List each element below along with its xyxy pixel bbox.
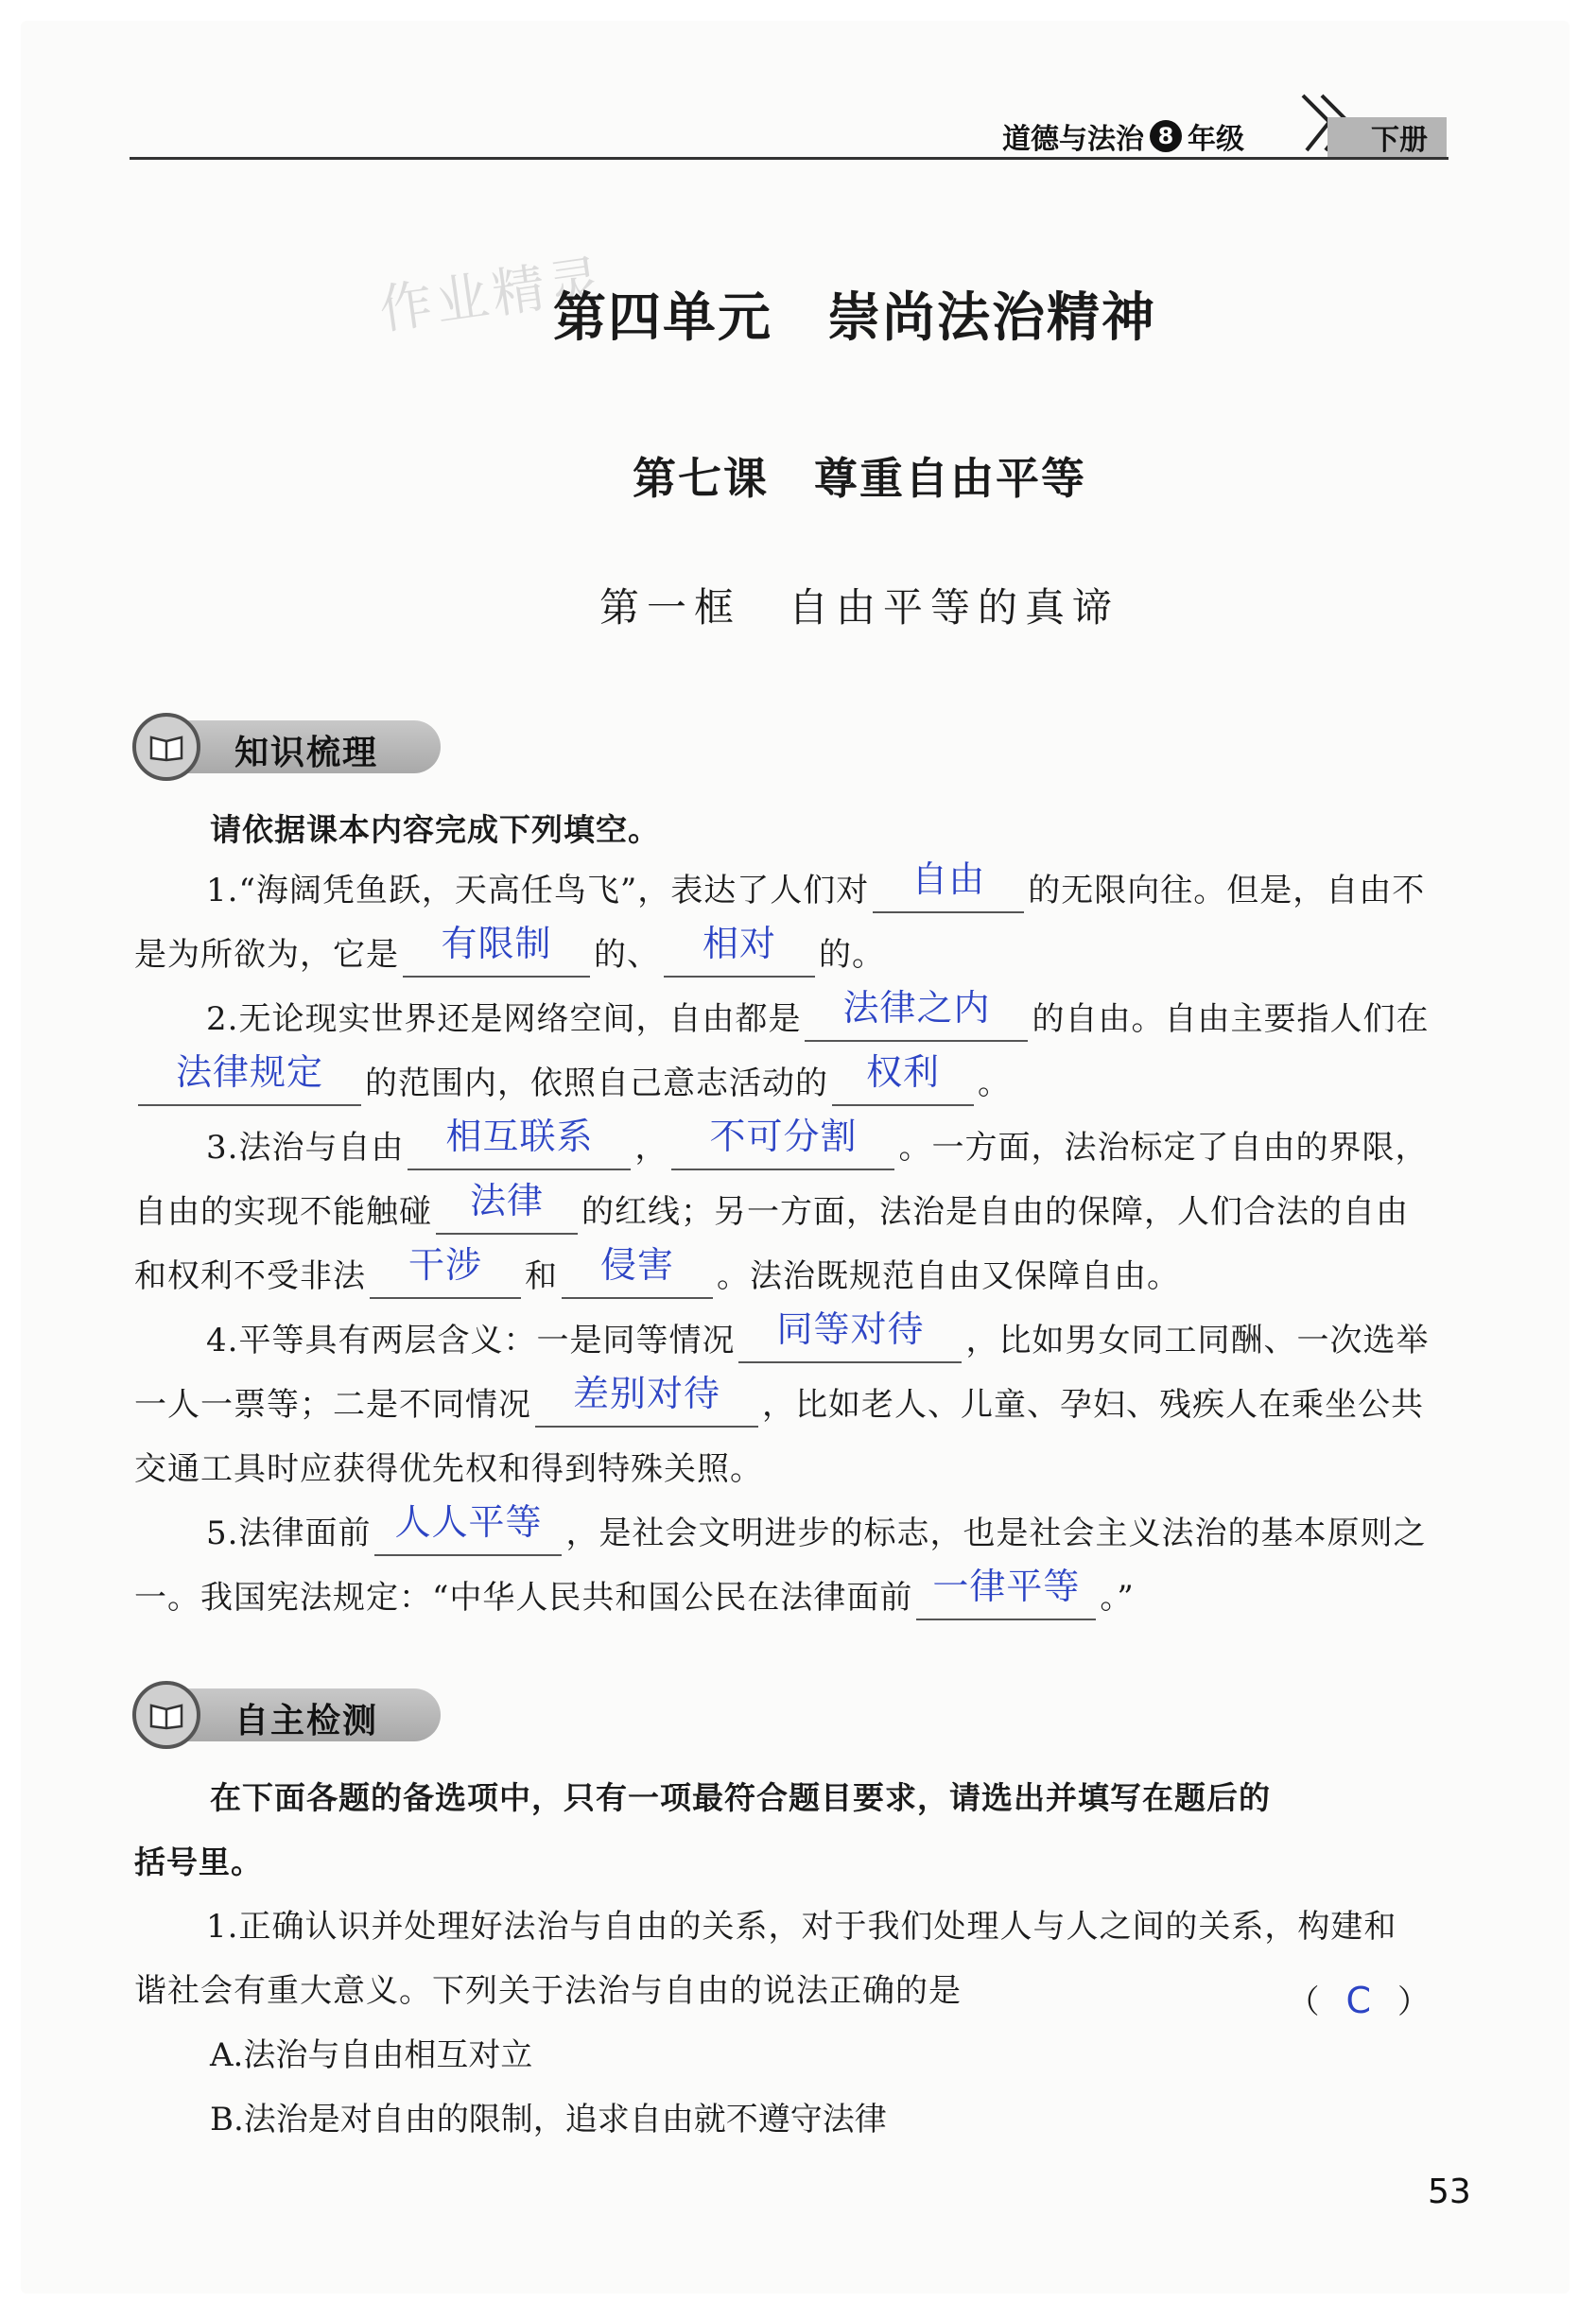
mcq-option-b: B.法治是对自由的限制，追求自由就不遵守法律 — [210, 2101, 887, 2138]
handwritten-answer: 权利 — [865, 1051, 940, 1093]
handwritten-answer: 侵害 — [599, 1244, 674, 1286]
handwritten-answer: 干涉 — [408, 1244, 482, 1286]
book-icon — [132, 713, 200, 781]
section-badge-knowledge — [132, 713, 441, 781]
mcq-answer-bracket: （ C ） — [1287, 1980, 1430, 2021]
fill-question-3: 3.法治与自由 相互联系 ， 不可分割 。一方面，法治标定了自由的界限，自由的实现不能触碰 法律 的红线；另一方面，法治是自由的保障，人们合法的自由和权利不受非法 干涉 和 侵害 。法治既规范自由又保障自由。 — [134, 1116, 1430, 1308]
section-title: 自主检测 — [234, 1702, 379, 1740]
answer-blank — [916, 1566, 1096, 1620]
handwritten-answer: 相互联系 — [445, 1116, 594, 1157]
handwritten-answer: 同等对待 — [776, 1308, 925, 1350]
section-instruction: 请依据课本内容完成下列填空。 — [210, 811, 660, 848]
grade-number-badge: 8 — [1150, 120, 1182, 152]
handwritten-answer: 相对 — [702, 923, 776, 964]
section-title: 知识梳理 — [234, 734, 379, 772]
answer-blank — [535, 1373, 758, 1428]
answer-blank — [671, 1116, 894, 1170]
answer-blank — [374, 1501, 562, 1556]
book-title: 道德与法治 — [1002, 123, 1144, 156]
answer-blank — [436, 1180, 578, 1235]
answer-blank — [138, 1051, 361, 1106]
mcq-option-a: A.法治与自由相互对立 — [210, 2036, 533, 2074]
answer-blank — [408, 1116, 631, 1170]
handwritten-answer: 一律平等 — [932, 1566, 1081, 1607]
grade-suffix: 年级 — [1188, 123, 1244, 156]
handwritten-answer: 法律之内 — [842, 987, 991, 1029]
handwritten-answer: 自由 — [911, 858, 986, 900]
book-icon — [132, 1681, 200, 1749]
handwritten-answer: 法律 — [469, 1180, 544, 1221]
fill-question-5: 5.法律面前 人人平等 ，是社会文明进步的标志，也是社会主义法治的基本原则之一。我国宪法规定：“中华人民共和国公民在法律面前 一律平等 。” — [134, 1501, 1430, 1630]
handwritten-answer: 有限制 — [441, 923, 552, 964]
answer-blank — [805, 987, 1028, 1042]
page-number: 53 — [1428, 2173, 1471, 2211]
answer-blank — [738, 1308, 962, 1363]
handwritten-answer: 人人平等 — [394, 1501, 543, 1543]
handwritten-answer: 法律规定 — [175, 1051, 323, 1093]
answer-blank — [562, 1244, 713, 1299]
fill-question-1: 1.“海阔凭鱼跃，天高任鸟飞”，表达了人们对 自由 的无限向往。但是，自由不是为所欲为，它是 有限制 的、 相对 的。 — [134, 858, 1430, 987]
handwritten-answer: 差别对待 — [572, 1373, 720, 1414]
fill-question-4: 4.平等具有两层含义：一是同等情况 同等对待 ，比如男女同工同酬、一次选举一人一票等；二是不同情况 差别对待 ，比如老人、儿童、孕妇、残疾人在乘坐公共交通工具时应获得优先权和得到特殊关照。 — [134, 1308, 1430, 1488]
answer-blank — [370, 1244, 521, 1299]
answer-blank — [832, 1051, 974, 1106]
section-instruction: 在下面各题的备选项中，只有一项最符合题目要求，请选出并填写在题后的 括号里。 — [134, 1779, 1271, 1880]
frame-title: 第一框 自由平等的真谛 — [598, 584, 1119, 631]
section-badge-self-test — [132, 1681, 441, 1749]
lesson-title: 第七课 尊重自由平等 — [633, 453, 1086, 504]
answer-blank — [664, 923, 815, 978]
mcq-question-1: 1.正确认识并处理好法治与自由的关系，对于我们处理人与人之间的关系，构建和谐社会有重大意义。下列关于法治与自由的说法正确的是 — [134, 1908, 1397, 2010]
header-rule — [130, 157, 1449, 160]
handwritten-answer: 不可分割 — [709, 1116, 858, 1157]
answer-blank — [873, 858, 1024, 913]
running-header — [1002, 117, 1244, 155]
fill-question-2: 2.无论现实世界还是网络空间，自由都是 法律之内 的自由。自由主要指人们在法律规定 的范围内，依照自己意志活动的 权利 。 — [134, 987, 1430, 1116]
unit-title: 第四单元 崇尚法治精神 — [553, 287, 1156, 349]
watermark-logo: 作业精灵 — [375, 249, 609, 342]
answer-blank — [403, 923, 590, 978]
handwritten-answer: C — [1345, 1980, 1371, 2021]
volume-tab: 下册 — [1327, 117, 1447, 157]
